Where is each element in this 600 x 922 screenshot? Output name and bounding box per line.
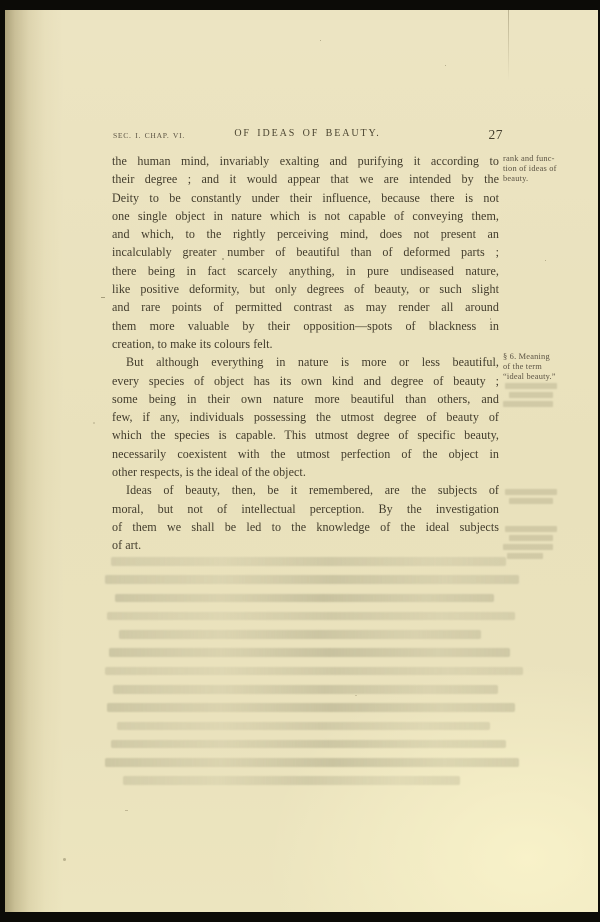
paper-speck <box>222 258 224 260</box>
margin-note-rank-function <box>503 154 579 184</box>
text-line: the human mind, invariably exalting and purifying it according to <box>112 154 499 168</box>
margin-note-ideal-beauty <box>503 352 579 382</box>
text-line: few, if any, individuals possessing the utmost degree of beauty of <box>112 410 499 425</box>
page-number: 27 <box>488 127 503 142</box>
bleed-line <box>123 776 460 785</box>
bleed-line <box>111 740 506 749</box>
bleed-line <box>113 685 498 694</box>
bleed-line <box>509 498 553 504</box>
scan-streak <box>508 10 509 80</box>
paper-speck <box>445 65 446 66</box>
body-text <box>112 152 499 555</box>
bleed-line <box>107 612 515 621</box>
text-line: other respects, is the ideal of the object. <box>112 465 306 480</box>
text-line: which the species is capable. This utmost degree of specific beauty, <box>112 428 499 443</box>
text-line: But although everything in nature is more or less beautiful, <box>126 355 499 370</box>
text-line: there being in fact scarcely anything, in pure undiseased nature, <box>112 263 499 278</box>
paper-speck <box>93 422 95 424</box>
paper-speck <box>125 810 128 811</box>
bleed-line <box>505 383 557 389</box>
margin-note-line: rank and func- <box>503 154 555 163</box>
text-line: them more valuable by their opposition—spots of blackness in <box>112 318 499 333</box>
text-line: every species of object has its own kind and degree of beauty ; <box>112 373 499 388</box>
bleed-line <box>111 557 506 566</box>
text-line: one single object in nature which is not capable of conveying them, <box>112 208 499 223</box>
bleed-line <box>119 630 481 639</box>
text-line: and which, to the rightly perceiving mind, does not present an <box>112 227 499 242</box>
bleed-through-margin-note <box>503 526 561 562</box>
text-line: Ideas of beauty, then, be it remembered, are the subjects of <box>126 483 499 498</box>
text-line: Deity to be constantly under their influence, because there is not <box>112 190 499 205</box>
paragraph <box>112 353 499 481</box>
text-line: necessarily coexistent with the utmost perfection of the object in <box>112 446 499 461</box>
text-line: and rare points of permitted contrast as may render all around <box>112 300 499 315</box>
paper-speck <box>63 858 66 861</box>
bleed-through-margin-note <box>503 383 561 410</box>
bleed-line <box>105 575 519 584</box>
margin-note-line: of the term <box>503 362 542 371</box>
bleed-through-text-block <box>105 557 523 795</box>
header-chapter-label: SEC. I. CHAP. VI. <box>113 131 185 140</box>
paragraph <box>112 152 499 353</box>
bleed-line <box>109 648 510 657</box>
bleed-line <box>105 667 523 676</box>
text-line: moral, but not of intellectual perception. By the investigation <box>112 501 499 516</box>
paper-speck <box>355 695 357 696</box>
bleed-line <box>503 401 553 407</box>
text-line: of art. <box>112 538 142 553</box>
bleed-line <box>105 758 519 767</box>
paragraph <box>112 481 499 554</box>
text-line: like positive deformity, but only degrees of beauty, or such slight <box>112 282 499 297</box>
text-line: their degree ; and it would appear that we are intended by the <box>112 172 499 187</box>
paper-speck <box>545 260 546 261</box>
paper-speck <box>490 318 491 320</box>
bleed-line <box>507 553 543 559</box>
bleed-line <box>107 703 515 712</box>
text-line: incalculably greater number of beautiful than of deformed parts ; <box>112 245 499 260</box>
page-paper <box>5 10 598 912</box>
header-book-title: OF IDEAS OF BEAUTY. <box>234 128 381 139</box>
bleed-through-margin-note <box>503 489 561 507</box>
bleed-line <box>505 526 557 532</box>
margin-note-line: “ideal beauty.” <box>503 372 556 381</box>
margin-note-line: § 6. Meaning <box>503 352 550 361</box>
bleed-line <box>117 722 490 731</box>
margin-note-line: tion of ideas of <box>503 164 557 173</box>
bleed-line <box>115 594 494 603</box>
paper-speck <box>101 297 105 298</box>
paper-speck <box>320 40 321 41</box>
bleed-line <box>505 489 557 495</box>
margin-note-line: beauty. <box>503 174 529 183</box>
bleed-line <box>509 535 553 541</box>
running-head <box>112 127 503 143</box>
text-line: of them we shall be led to the knowledge of the ideal subjects <box>112 519 499 534</box>
text-line: creation, to make its colours felt. <box>112 336 273 351</box>
bleed-line <box>509 392 553 398</box>
text-line: some being in their own nature more beautiful than others, and <box>112 391 499 406</box>
bleed-line <box>503 544 553 550</box>
